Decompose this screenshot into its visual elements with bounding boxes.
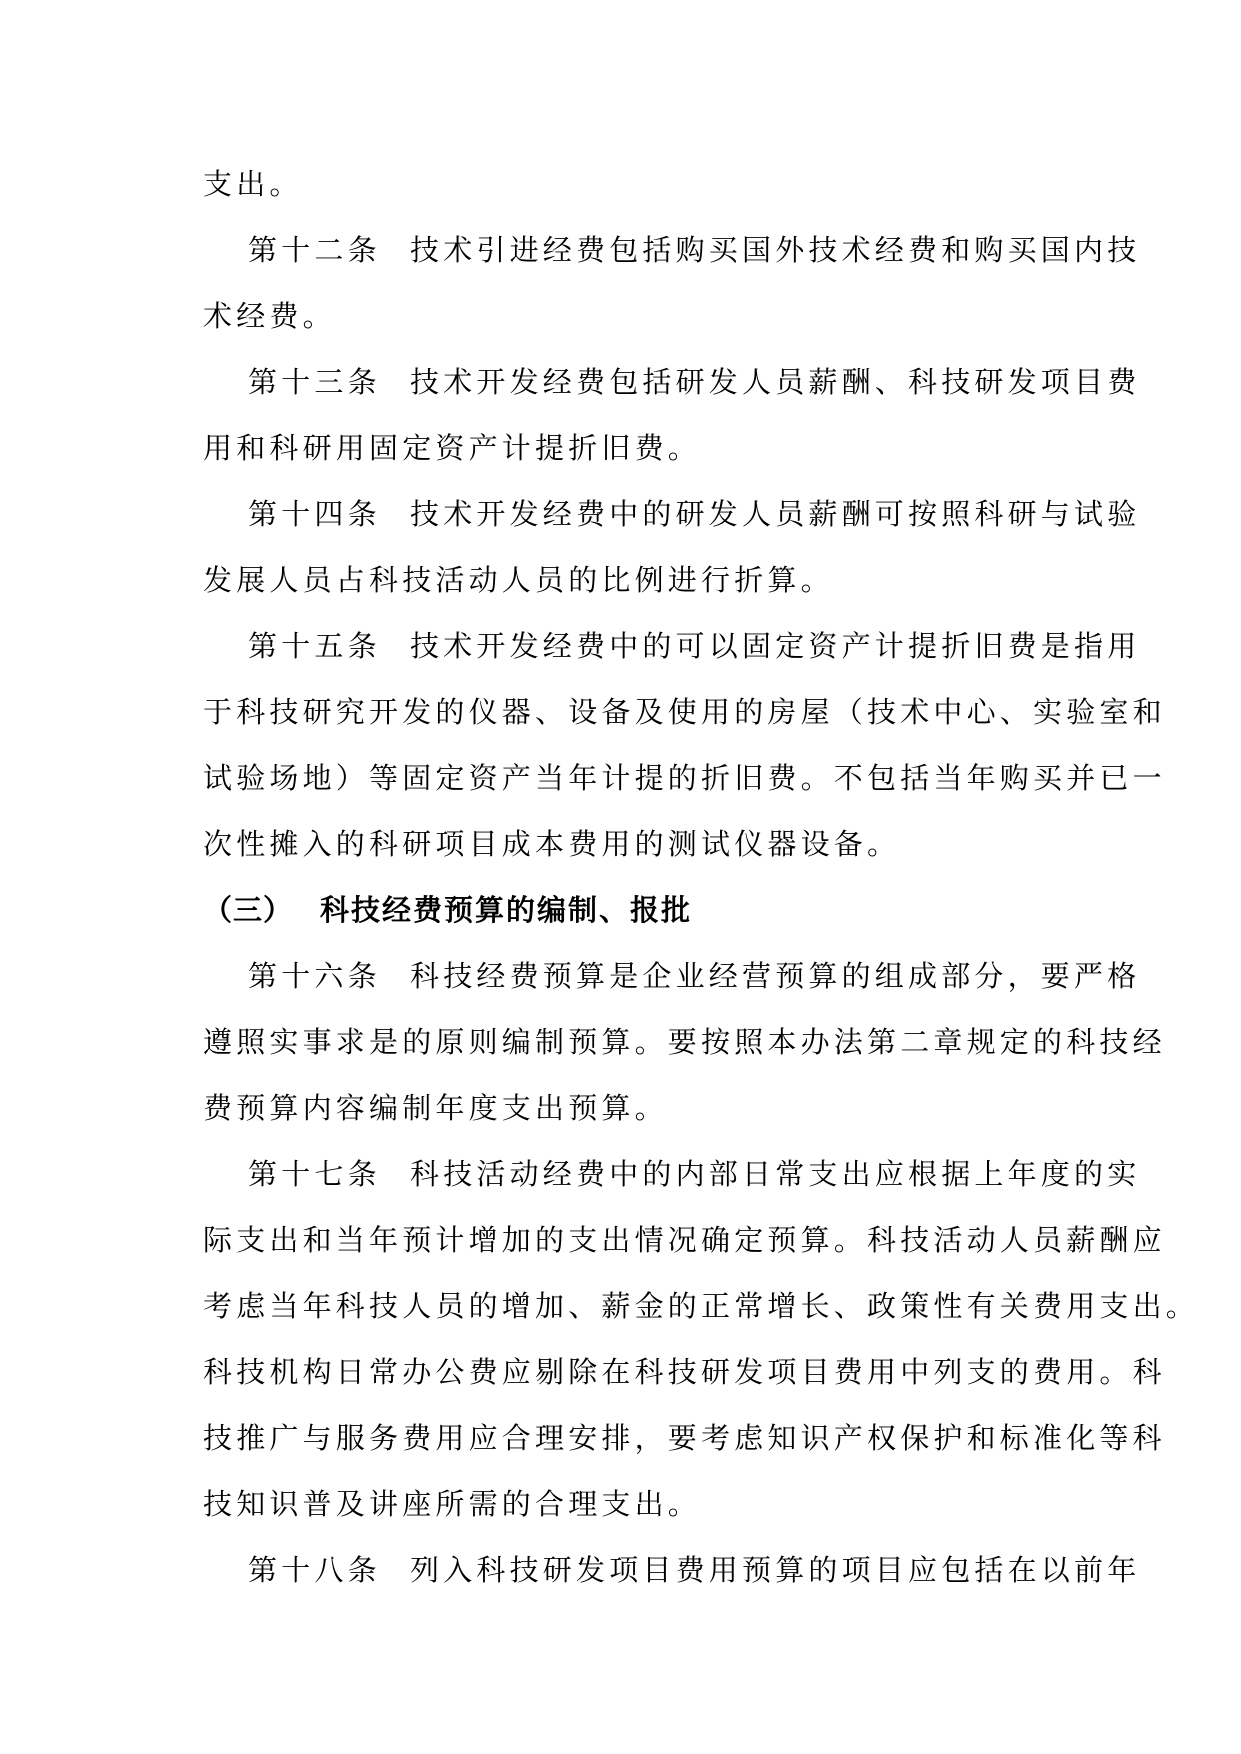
text-line [203, 760, 1166, 796]
article-13-first-line [248, 364, 1140, 400]
article-15-text: 技术开发经费中的可以固定资产计提折旧费是指用 [410, 629, 1141, 663]
text-line [203, 826, 900, 862]
article-18-label: 第十八条 [248, 1553, 381, 1587]
line-text: 科技机构日常办公费应剔除在科技研发项目费用中列支的费用。科 [203, 1355, 1166, 1389]
line-text: 技推广与服务费用应合理安排，要考虑知识产权保护和标准化等科 [203, 1421, 1166, 1455]
text-line [203, 1090, 668, 1126]
line-text: 费预算内容编制年度支出预算。 [203, 1091, 668, 1125]
section-heading [203, 892, 692, 928]
text-line [203, 298, 336, 334]
line-text: 支出。 [203, 167, 303, 201]
section-number: （三） [203, 893, 294, 927]
article-17-first-line [248, 1156, 1140, 1192]
text-line [203, 430, 701, 466]
line-text: 遵照实事求是的原则编制预算。要按照本办法第二章规定的科技经 [203, 1025, 1166, 1059]
line-text: 于科技研究开发的仪器、设备及使用的房屋（技术中心、实验室和 [203, 695, 1166, 729]
article-13-text: 技术开发经费包括研发人员薪酬、科技研发项目费 [410, 365, 1141, 399]
article-13-label: 第十三条 [248, 365, 381, 399]
article-15-label: 第十五条 [248, 629, 381, 663]
text-line [203, 1222, 1166, 1258]
article-17-label: 第十七条 [248, 1157, 381, 1191]
article-18-text: 列入科技研发项目费用预算的项目应包括在以前年 [410, 1553, 1141, 1587]
text-line [203, 1420, 1166, 1456]
article-12-first-line [248, 232, 1140, 268]
text-line [203, 1354, 1166, 1390]
article-14-first-line [248, 496, 1140, 532]
text-line [203, 166, 303, 202]
article-16-first-line [248, 958, 1140, 994]
article-17-text: 科技活动经费中的内部日常支出应根据上年度的实 [410, 1157, 1141, 1191]
line-text: 考虑当年科技人员的增加、薪金的正常增长、政策性有关费用支出。 [203, 1289, 1200, 1323]
line-text: 术经费。 [203, 299, 336, 333]
line-text: 发展人员占科技活动人员的比例进行折算。 [203, 563, 834, 597]
text-line [203, 694, 1166, 730]
text-line [203, 1024, 1166, 1060]
section-title: 科技经费预算的编制、报批 [320, 893, 693, 927]
article-18-first-line [248, 1552, 1140, 1588]
article-12-text: 技术引进经费包括购买国外技术经费和购买国内技 [410, 233, 1141, 267]
article-14-text: 技术开发经费中的研发人员薪酬可按照科研与试验 [410, 497, 1141, 531]
article-15-first-line [248, 628, 1140, 664]
article-16-label: 第十六条 [248, 959, 381, 993]
text-line [203, 562, 834, 598]
line-text: 际支出和当年预计增加的支出情况确定预算。科技活动人员薪酬应 [203, 1223, 1166, 1257]
text-line [203, 1486, 701, 1522]
line-text: 用和科研用固定资产计提折旧费。 [203, 431, 702, 465]
text-line [203, 1288, 1199, 1324]
article-16-text: 科技经费预算是企业经营预算的组成部分，要严格 [410, 959, 1141, 993]
line-text: 试验场地）等固定资产当年计提的折旧费。不包括当年购买并已一 [203, 761, 1166, 795]
article-14-label: 第十四条 [248, 497, 381, 531]
article-12-label: 第十二条 [248, 233, 381, 267]
line-text: 次性摊入的科研项目成本费用的测试仪器设备。 [203, 827, 901, 861]
line-text: 技知识普及讲座所需的合理支出。 [203, 1487, 702, 1521]
